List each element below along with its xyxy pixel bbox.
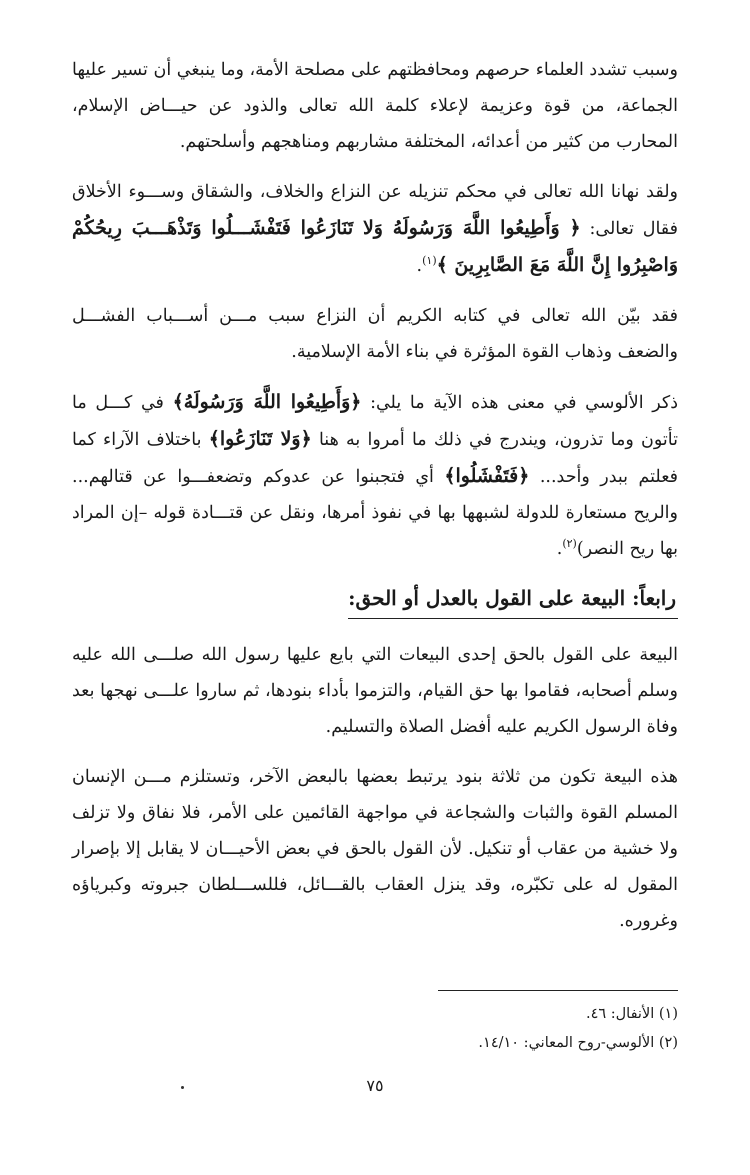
paragraph-text: أي فتجبنوا عن عدوكم وتضعفـــوا عن قتالهم... والريح مستعارة للدولة لشبهها بها في نفوذ أمرها، ونقل عن قتـــادة قوله –إن المراد بها ريح النصر): [72, 467, 678, 559]
footnotes: [72, 1000, 678, 1058]
paragraph-text: هذه البيعة تكون من ثلاثة بنود يرتبط بعضها بالبعض الآخر، وتستلزم مـــن الإنسان المسلم القوة والثبات والشجاعة في مواجهة القائمين على الأمر، فلا نفاق ولا تزلف ولا خشية من عقاب أو تنكيل. لأن القول بالحق في بعض الأحيـــان لا يقابل إلا بإصرار المقول له على تكبّره، وقد ينزل العقاب بالقـــائل، فللســـلطان جبروته وكبرياؤه وغروره.: [72, 767, 678, 931]
quran-quote-fail: ﴿فَتَفْشَلُوا﴾: [444, 465, 530, 487]
paragraph-text-end: .: [416, 256, 423, 276]
footnote-1: (١) الأنفال: ٤٦.: [585, 1006, 678, 1022]
paragraph-text: فقد بيّن الله تعالى في كتابه الكريم أن النزاع سبب مـــن أســـباب الفشـــل والضعف وذهاب القوة المؤثرة في بناء الأمة الإسلامية.: [72, 306, 678, 362]
paragraph-failure-cause: [72, 298, 678, 370]
footnote-ref-1[interactable]: (١): [422, 254, 437, 268]
page-body: [72, 52, 678, 953]
paragraph-text: ذكر الألوسي في معنى هذه الآية ما يلي:: [361, 393, 679, 413]
paragraph-text: ولقد نهانا الله تعالى في محكم تنزيله عن النزاع والخلاف، والشقاق وســـوء الأخلاق فقال تعالى:: [72, 182, 678, 239]
paragraph-text: في كـــل ما تأتون وما تذرون، ويندرج في ذلك ما أمروا به هنا: [72, 393, 678, 450]
page-number: ٧٥: [366, 1076, 384, 1095]
quran-quote-obey: ﴿وَأَطِيعُوا اللَّهَ وَرَسُولَهُ﴾: [172, 391, 362, 413]
paragraph-pledge-clauses: [72, 759, 678, 939]
paragraph-text: البيعة على القول بالحق إحدى البيعات التي بايع عليها رسول الله صلـــى الله عليه وسلم أصحابه، فقاموا بها حق القيام، والتزموا بأداء بنودها، ثم ساروا علـــى نهجها بعد وفاة الرسول الكريم عليه أفضل الصلاة والتسليم.: [72, 645, 678, 737]
footnote-2: (٢) الألوسي-روح المعاني: ١٤/١٠.: [478, 1035, 678, 1051]
paragraph-text-end: .: [556, 539, 563, 559]
quran-quote-dispute: ﴿وَلا تَنَازَعُوا﴾: [208, 428, 312, 450]
quran-verse: ﴿ وَأَطِيعُوا اللَّهَ وَرَسُولَهُ وَلا تَنَازَعُوا فَتَفْشَـــلُوا وَتَذْهَـــبَ رِيحُكُمْ وَاصْبِرُوا إِنَّ اللَّهَ مَعَ الصَّابِرِينَ ﴾: [72, 217, 678, 276]
paragraph-alusi-commentary: [72, 384, 678, 567]
section-heading: رابعاً: البيعة على القول بالعدل أو الحق:: [348, 581, 678, 619]
paragraph-text: باختلاف الآراء كما فعلتم ببدر وأحد...: [72, 430, 679, 487]
paragraph-scholars-reason: [72, 52, 678, 160]
paragraph-pledge-truth: [72, 637, 678, 745]
paragraph-quran-prohibition: [72, 174, 678, 284]
paragraph-text: وسبب تشدد العلماء حرصهم ومحافظتهم على مصلحة الأمة، وما ينبغي أن تسير عليها الجماعة، من قوة وعزيمة لإعلاء كلمة الله تعالى والذود عن حيـــاض الإسلام، المحارب من كثير من أعدائه، المختلفة مشاربهم ومناهجهم وأسلحتهم.: [72, 60, 678, 152]
footnote-ref-2[interactable]: (٢): [562, 537, 577, 551]
footnote-divider: [438, 990, 678, 991]
section-heading-wrap: [72, 581, 678, 619]
